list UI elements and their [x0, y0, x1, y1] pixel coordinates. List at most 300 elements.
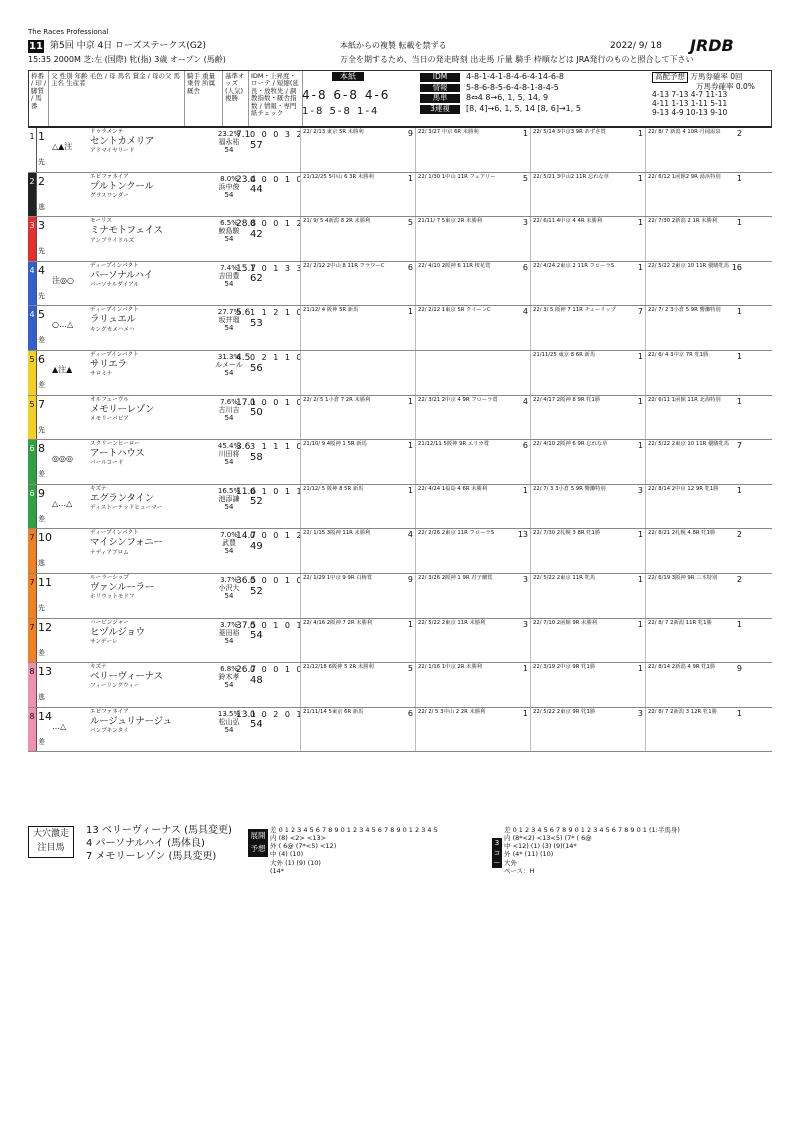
idm-rating: 49	[250, 540, 263, 552]
col-jockey-header: 騎手 重量 乗替 所属 厩舎	[185, 71, 223, 126]
dam-name: グラスワンダー	[90, 192, 129, 199]
jockey-name: 池添謙	[218, 494, 240, 503]
honshi-row2: 1-8 5-8 1-4	[302, 105, 380, 117]
tenkai-label: 展開 予想	[248, 829, 268, 857]
past-race-info: 22/ 5/22 2東京 11R 未勝利	[418, 619, 486, 626]
pick-item: 7 メモリーレゾン (馬具変更)	[86, 851, 217, 862]
past-race	[645, 306, 744, 350]
past-race-info: 22/ 1/15 3阪神 11R 未勝利	[303, 530, 371, 537]
race-record: 1 1 2 1 0	[250, 308, 304, 318]
horse-name: エグランタイン	[90, 492, 154, 504]
past-race-info: 22/ 2/26 2東京 11R フローラS	[418, 530, 495, 537]
col-odds-header: 基準オッズ (人気) 複勝	[223, 71, 249, 126]
tenkai-left	[270, 826, 488, 875]
past-race	[530, 396, 645, 440]
horse-number: 11	[38, 575, 52, 589]
dam-name: キングカメハメハ	[90, 326, 135, 333]
pedigree-block	[90, 397, 208, 423]
dam-name: ディストーテッドヒューマー	[90, 505, 163, 512]
past-finish: 1	[736, 396, 742, 406]
tenkai-corner-label: 3コーナー	[493, 839, 501, 887]
jockey-name: 武豊	[222, 539, 236, 548]
horse-name: マイシンフォニー	[90, 537, 163, 549]
pedigree-block	[90, 620, 208, 646]
past-race	[530, 217, 645, 261]
past-race-info: 22/ 8/21 2札幌 4 8R 牝1勝	[648, 530, 716, 537]
past-finish: 1	[637, 574, 643, 584]
running-style: 差	[38, 336, 45, 345]
pedigree-block	[90, 129, 208, 155]
prediction-marks: △▲注	[52, 142, 73, 151]
past-race	[300, 619, 415, 663]
win-rate: 7.6%	[220, 397, 238, 406]
past-finish: 7	[736, 441, 742, 451]
win-rate: 8.0%	[220, 174, 238, 183]
past-race-info: 22/ 7/30 2札幌 3 8R 牝1勝	[533, 530, 601, 537]
running-style: 先	[38, 158, 45, 166]
horse-row	[28, 663, 772, 708]
jockey-name: 坂井瑠	[218, 316, 240, 325]
tenkai-line: 差 0 1 2 3 4 5 6 7 8 9 0 1 2 3 4 5 6 7 8 9 0 1 2 3 4 5	[270, 826, 438, 834]
race-record: 0 0 0 1 0	[250, 665, 304, 675]
running-style: 先	[38, 247, 45, 256]
sire-name: スクリーンヒーロー	[90, 441, 141, 448]
past-race	[300, 306, 415, 350]
running-style: 先	[38, 291, 45, 300]
past-finish: 2	[736, 129, 742, 138]
running-style: 差	[38, 380, 45, 389]
past-race	[300, 396, 415, 440]
sire-name: キズナ	[90, 664, 107, 671]
tenkai-right	[504, 826, 772, 875]
prediction-marks: ○…△	[52, 320, 74, 330]
past-race-info: 22/ 5/22 2東京 11R 牝馬	[533, 574, 596, 581]
anaba-picks	[86, 824, 232, 863]
past-race-info: 21/11/ 7 5東京 2R 未勝利	[418, 218, 483, 225]
past-race-info: 21/12/ 5 阪神 8 5R 新馬	[303, 485, 364, 492]
past-race	[415, 663, 530, 707]
past-race-info: 22/ 8/ 7 2新潟 11R 牝1勝	[648, 619, 712, 626]
past-race-info: 22/ 2/13 東京 5R 未勝利	[303, 129, 364, 135]
pedigree-block	[90, 530, 208, 556]
base-odds: 3.6	[236, 442, 251, 453]
prediction-marks: …△	[52, 721, 67, 731]
running-style: 逃	[38, 693, 45, 702]
win-rate: 3.7%	[220, 575, 238, 584]
idm-rating: 52	[250, 496, 263, 508]
race-title: 第5回 中京 4日 ローズステークス(G2)	[50, 41, 207, 51]
past-race-info: 22/ 6/11 1函館 11R 北海特別	[648, 396, 721, 403]
kouhai-label: 高配予想	[652, 72, 688, 83]
honshi-box	[302, 72, 412, 128]
past-finish: 6	[407, 708, 413, 718]
pedigree-block	[90, 664, 208, 690]
base-odds: 14.7	[236, 531, 257, 542]
carried-weight: 54	[224, 592, 234, 601]
past-race	[645, 663, 744, 707]
col-idm-header: IDM・上昇度・ローテ / 短縮(延長・放牧先 / 調教指数・厩舎指数 / 情報・専門紙チェック	[249, 71, 303, 126]
carried-weight: 54	[224, 369, 234, 378]
race-record: 3 1 1 1 0	[250, 442, 304, 452]
past-finish: 5	[407, 218, 413, 228]
race-record: 0 0 0 1 0	[250, 174, 304, 184]
horse-number: 2	[38, 174, 45, 188]
prediction-marks: 注◎○	[52, 275, 74, 285]
idm-rating: 52	[250, 585, 263, 597]
horse-number: 4	[38, 263, 45, 277]
horse-name: アートハウス	[90, 448, 145, 460]
past-finish: 1	[637, 218, 643, 228]
jockey-name: 小沢大	[218, 583, 240, 592]
past-race	[300, 173, 415, 217]
past-race	[530, 351, 645, 395]
pedigree-block	[90, 352, 208, 378]
pedigree-block	[90, 575, 208, 601]
horse-number: 14	[38, 709, 52, 723]
past-finish: 1	[736, 218, 742, 228]
dam-name: フィーリングウィー	[90, 683, 140, 690]
past-finish: 1	[637, 396, 643, 406]
past-finish: 1	[522, 129, 528, 138]
sire-name: ディープインパクト	[90, 262, 139, 269]
base-odds: 4.5	[236, 352, 251, 363]
past-race	[645, 529, 744, 573]
past-finish: 1	[736, 619, 742, 629]
waku-badge: 5	[28, 351, 37, 395]
past-finish: 9	[407, 574, 413, 584]
past-race-info: 22/ 2/12 2中山 8 11R フラワーC	[303, 262, 385, 269]
idm-label: IDM	[420, 73, 460, 82]
carried-weight: 54	[224, 146, 234, 155]
past-race-info: 22/ 1/30 1中山 11R フェアリー	[418, 173, 496, 180]
prediction-marks: ◎◎◎	[52, 454, 73, 464]
past-race	[415, 485, 530, 529]
past-race-info: 22/ 4/10 2阪神 6 9R 忘れな草	[533, 441, 608, 448]
jockey-name: 古川吉	[218, 405, 240, 414]
sire-name: ディープインパクト	[90, 530, 139, 537]
past-finish: 1	[522, 664, 528, 674]
idm-rating: 58	[250, 451, 263, 463]
past-finish: 1	[637, 262, 643, 272]
past-race-info: 22/ 1/16 1中京 2R 未勝利	[418, 664, 483, 671]
dam-name: メモリーパビア	[90, 415, 129, 422]
info-value: 5-8-6-8-5-6-4-8-1-8-4-5	[466, 82, 559, 92]
tenkai-line: 内 (8*<2) <13<5) (7* ( 6@	[504, 834, 592, 843]
past-race	[415, 574, 530, 618]
carried-weight: 54	[224, 458, 234, 467]
carried-weight: 54	[224, 279, 234, 288]
idm-rating: 57	[250, 139, 263, 151]
jockey-name: 菱田裕	[218, 628, 240, 637]
dam-name: サンデーレ	[90, 638, 118, 645]
dam-name: ナディアブロム	[90, 549, 129, 556]
base-odds: 28.8	[236, 219, 257, 230]
pick-item: 4 パーソナルハイ (馬体良)	[86, 838, 205, 849]
dam-name: ホリウットモドフ	[90, 594, 135, 601]
race-conditions: 15:35 2000M 芝:左 (国際) 牝(指) 3歳 オープン (馬齢)	[28, 55, 226, 64]
waku-badge: 7	[28, 529, 37, 573]
horse-name: ヴァンルーラー	[90, 581, 155, 593]
past-finish: 1	[407, 619, 413, 629]
carried-weight: 54	[224, 235, 234, 244]
jockey-name: 松山弘	[218, 717, 240, 726]
past-race-info: 22/ 5/22 2東京 10 11R 優駿牝馬	[648, 262, 730, 269]
horse-row	[28, 173, 772, 218]
past-race	[645, 574, 744, 618]
past-finish: 1	[407, 396, 413, 406]
past-race	[645, 708, 744, 752]
svg-text:JRDB: JRDB	[690, 36, 734, 54]
past-race	[300, 217, 415, 261]
past-race-info: 22/ 6/ 4 3中京 7R 牝1勝	[648, 351, 709, 358]
base-odds: 37.5	[236, 620, 257, 631]
pick-item: 13 ベリーヴィーナス (馬具変更)	[86, 825, 232, 836]
sire-name: エピファネイア	[90, 173, 129, 180]
jockey-name: ルメール	[215, 361, 243, 370]
past-race-info: 22/ 4/10 2阪神 6 11R 桜花賞	[418, 262, 491, 269]
copyright-notice: 本紙からの複製 転載を禁ずる	[340, 41, 447, 50]
dam-name: パーソナルダイアル	[90, 282, 140, 289]
horse-row	[28, 485, 772, 530]
past-race	[300, 708, 415, 752]
past-race	[415, 619, 530, 663]
waku-badge: 6	[28, 440, 37, 484]
horse-number: 1	[38, 130, 45, 143]
past-race	[300, 262, 415, 306]
base-odds: 15.7	[236, 263, 257, 274]
past-race-info: 22/ 2/ 5 1小倉 7 2R 未勝利	[303, 396, 371, 403]
past-race	[645, 619, 744, 663]
horse-row	[28, 351, 772, 396]
past-race-info: 21/10/ 9 4阪神 1 5R 新馬	[303, 441, 367, 448]
dam-name: アンブライドルズ	[90, 237, 135, 244]
past-finish: 1	[637, 530, 643, 540]
past-race-info: 22/ 5/22 2東京 10 11R 優駿牝馬	[648, 441, 730, 448]
past-race	[415, 440, 530, 484]
running-style: 逃	[38, 202, 45, 211]
past-race	[300, 440, 415, 484]
sire-name: モーリス	[90, 218, 113, 225]
win-rate: 23.2%	[217, 130, 241, 138]
race-record: 0 0 0 1 0	[250, 575, 304, 585]
honshi-row1: 4-8 6-8 4-6	[302, 88, 391, 103]
tenkai-line: 大外 (1) (9) (10)	[270, 858, 321, 867]
running-style: 差	[38, 470, 45, 479]
past-race-info: 22/ 6/19 3阪神 9R 三木特別	[648, 574, 718, 581]
info-label: 情報	[420, 84, 460, 93]
horse-rows	[28, 128, 772, 752]
tenkai-line: 内 (8) <2> <13>	[270, 834, 327, 843]
win-rate: 45.4%	[217, 442, 241, 451]
pedigree-block	[90, 307, 208, 333]
past-race-info: 22/ 8/ 7 新潟 4 10R 月岡温泉	[648, 129, 721, 135]
past-race	[645, 440, 744, 484]
base-odds: 17.1	[236, 397, 257, 408]
horse-row	[28, 306, 772, 351]
past-race	[530, 663, 645, 707]
past-finish: 5	[407, 664, 413, 674]
tenkai-line: 外 ( 6@ (7*<5) <12)	[270, 842, 337, 851]
past-race-info: 22/ 5/14 3中京3 9R あずさ賞	[533, 129, 606, 135]
jockey-name: 浜中俊	[218, 182, 240, 191]
carried-weight: 54	[224, 190, 234, 199]
idm-rating: 42	[250, 228, 263, 240]
past-race-info: 22/ 7/10 2函館 9R 未勝利	[533, 619, 598, 626]
past-finish: 4	[522, 307, 528, 317]
umatan-line	[420, 93, 650, 104]
win-rate: 31.3%	[217, 352, 241, 361]
carried-weight: 54	[224, 547, 234, 556]
past-race-info: 22/ 3/ 5 阪神 7 11R チューリップ	[533, 307, 616, 314]
sire-name: ディープインパクト	[90, 351, 139, 358]
race-record: 0 2 1 1 0	[250, 352, 304, 362]
sanrenpuku-label: 3連複	[420, 105, 460, 114]
dam-name: パールコード	[90, 460, 124, 467]
idm-box	[420, 72, 650, 128]
anaba-label: 大穴激走 注目馬	[28, 826, 74, 858]
past-finish: 6	[522, 441, 528, 451]
past-finish: 1	[407, 307, 413, 317]
past-race	[645, 217, 744, 261]
running-style: 差	[38, 648, 45, 657]
past-race-info: 22/ 7/ 3 3小倉 5 9R 響灘特別	[533, 485, 606, 492]
past-finish: 5	[522, 173, 528, 183]
waku-badge: 3	[28, 217, 37, 261]
sire-name: ルーラーシップ	[90, 574, 129, 581]
past-finish: 3	[637, 708, 643, 718]
running-style: 差	[38, 514, 45, 523]
past-race-info: 22/ 6/12 1函館2 9R 湯浜特別	[648, 173, 721, 180]
prediction-marks: △…△	[52, 498, 73, 508]
race-record: 0 0 2 0 1	[250, 709, 304, 719]
sire-name: ドゥラメンテ	[90, 129, 124, 135]
past-race	[300, 128, 415, 172]
past-finish: 9	[407, 129, 413, 138]
col-waku-header: 枠番 / 印 / 脚質 / 馬番	[29, 71, 49, 126]
past-race-info: 22/ 5/21 3中山2 11R 忘れな草	[533, 173, 610, 180]
past-race	[415, 128, 530, 172]
idm-line	[420, 72, 650, 83]
pedigree-block	[90, 709, 208, 735]
past-race	[530, 485, 645, 529]
past-race	[530, 708, 645, 752]
tenkai-line: 中 (4) (10)	[270, 850, 304, 859]
past-race-info: 21/12/25 5中山 6 3R 未勝利	[303, 173, 374, 180]
kouhai-line: 4-13 7-13 4-7 11-13	[652, 90, 728, 100]
horse-number: 9	[38, 486, 45, 500]
horse-number: 7	[38, 397, 45, 411]
tenkai-line: 大外	[504, 858, 517, 867]
idm-rating: 48	[250, 674, 263, 686]
idm-rating: 62	[250, 273, 263, 285]
pedigree-block	[90, 218, 208, 244]
past-race-info: 22/ 4/24 2東京 2 11R フローラS	[533, 262, 615, 269]
past-race-info: 21/11/25 東京 8 6R 新馬	[533, 351, 596, 358]
race-record: 1 0 1 3 3	[250, 263, 304, 273]
past-race-info: 22/ 5/22 2東京 9R 牝1勝	[533, 708, 596, 715]
past-race-info: 22/ 2/12 1東京 5R クイーンC	[418, 307, 491, 314]
horse-number: 12	[38, 620, 52, 634]
idm-rating: 50	[250, 407, 263, 419]
win-rate: 7.4%	[220, 263, 238, 272]
race-record: 0 0 1 0 1	[250, 620, 304, 630]
past-race-info: 22/ 3/27 中京 6R 未勝利	[418, 129, 479, 135]
carried-weight: 54	[224, 636, 234, 645]
race-record: 0 0 0 3 2	[250, 130, 304, 139]
horse-number: 3	[38, 219, 45, 233]
horse-name: ヒヅルジョウ	[90, 626, 145, 638]
horse-row	[28, 619, 772, 664]
idm-value: 4-8-1-4-1-8-4-6-4-14-6-8	[466, 72, 564, 81]
past-race-info: 22/ 4/24 1福島 4 6R 未勝利	[418, 485, 488, 492]
idm-rating: 54	[250, 630, 263, 642]
past-race-info: 21/12/11 5阪神 9R エリカ賞	[418, 441, 489, 448]
horse-name: ベリーヴィーナス	[90, 671, 163, 683]
past-race	[530, 440, 645, 484]
past-race-info: 21/11/14 5東京 6R 新馬	[303, 708, 364, 715]
horse-row	[28, 396, 772, 441]
past-race-info: 21/12/18 6阪神 5 2R 未勝利	[303, 664, 374, 671]
past-race	[530, 619, 645, 663]
past-finish: 2	[736, 574, 742, 584]
race-number: 11	[29, 41, 43, 52]
past-finish: 1	[637, 173, 643, 183]
past-finish: 1	[407, 173, 413, 183]
past-race	[415, 529, 530, 573]
past-race-info: 22/ 2/ 5 3中山 2 2R 未勝利	[418, 708, 486, 715]
past-race-info: 22/ 7/30 2新潟 2 1R 未勝利	[648, 218, 718, 225]
idm-rating: 53	[250, 317, 263, 329]
past-finish: 1	[736, 708, 742, 718]
past-finish: 3	[522, 619, 528, 629]
past-race	[415, 306, 530, 350]
waku-badge: 7	[28, 574, 37, 618]
waku-badge: 5	[28, 396, 37, 440]
sire-name: ハービンジャー	[90, 619, 129, 626]
umatan-label: 馬単	[420, 94, 460, 103]
idm-rating: 56	[250, 362, 263, 374]
pedigree-block	[90, 441, 208, 467]
tenkai-line: (14*	[270, 866, 285, 875]
base-odds: 26.7	[236, 665, 257, 676]
waku-badge: 7	[28, 619, 37, 663]
horse-number: 13	[38, 665, 52, 679]
past-race	[530, 262, 645, 306]
kouhai-note1: 万馬券確率 0回	[690, 72, 743, 81]
past-race	[300, 529, 415, 573]
win-rate: 6.8%	[220, 665, 238, 674]
past-race	[415, 262, 530, 306]
horse-row	[28, 217, 772, 262]
past-finish: 3	[637, 485, 643, 495]
past-race	[530, 529, 645, 573]
past-race	[300, 351, 415, 395]
carried-weight: 54	[224, 681, 234, 690]
sire-name: エピファネイア	[90, 708, 129, 715]
carried-weight: 54	[224, 413, 234, 422]
past-finish: 1	[637, 619, 643, 629]
horse-name: メモリーレゾン	[90, 403, 155, 415]
race-date: 2022/ 9/ 18	[610, 41, 662, 51]
past-race	[415, 396, 530, 440]
race-record: 0 1 0 1 1	[250, 486, 304, 496]
past-finish: 6	[407, 262, 413, 272]
past-finish: 3	[522, 574, 528, 584]
past-race	[415, 708, 530, 752]
past-race-info: 21/ 9/ 5 4新潟 8 2R 未勝利	[303, 218, 371, 225]
horse-name: ミナモトフェイス	[90, 225, 163, 237]
past-race-info: 22/ 8/14 2新潟 4 9R 牝1勝	[648, 664, 716, 671]
